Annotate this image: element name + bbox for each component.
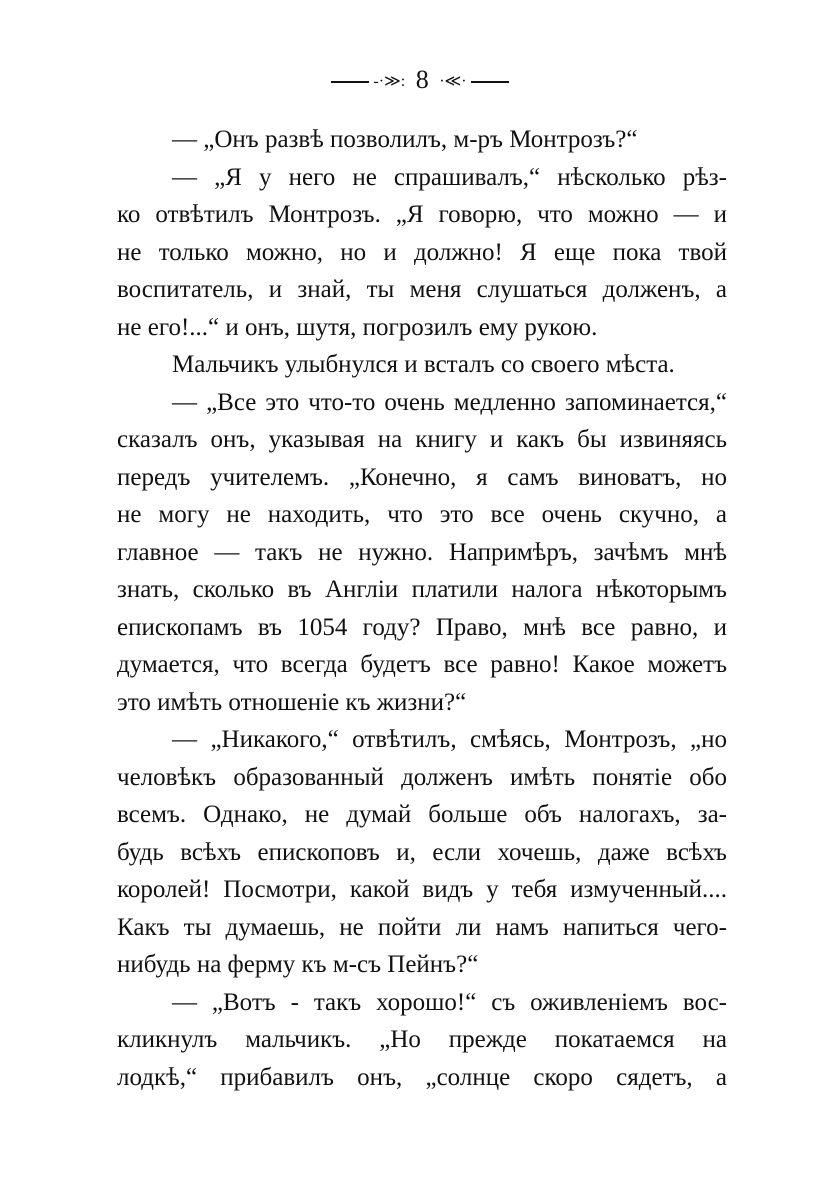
text-line: епископамъ въ 1054 году? Право, мнѣ все равно, и	[117, 613, 727, 641]
text-line: воспитатель, и знай, ты меня слушаться долженъ, а	[117, 276, 727, 303]
text-line: всемъ. Однако, не думай больше объ налогахъ, за-	[117, 801, 727, 828]
text-line: ко отвѣтилъ Монтрозъ. „Я говорю, что можно — и	[117, 201, 727, 228]
text-line: думается, что всегда будетъ все равно! Какое можетъ	[117, 651, 727, 678]
right-ornament: ·≪·	[439, 73, 467, 91]
text-line: — „Никакого,“ отвѣтилъ, смѣясь, Монтрозъ, „но	[172, 726, 727, 753]
text-line: Мальчикъ улыбнулся и всталъ со своего мѣста.	[172, 351, 675, 378]
page-body	[117, 121, 727, 1096]
text-line: будь всѣхъ епископовъ и, если хочешь, даже всѣхъ	[117, 838, 727, 866]
text-line: не только можно, но и должно! Я еще пока твой	[117, 238, 727, 266]
text-line: это имѣть отношеніе къ жизни?“	[117, 688, 467, 716]
text-line: нибудь на ферму къ м-съ Пейнъ?“	[117, 951, 479, 978]
text-line: передъ учителемъ. „Конечно, я самъ виноватъ, но	[117, 463, 727, 491]
text-line: знать, сколько въ Англіи платили налога нѣкоторымъ	[117, 576, 727, 603]
text-line: кликнулъ мальчикъ. „Но прежде покатаемся на	[117, 1026, 727, 1053]
text-line: — „Я у него не спрашивалъ,“ нѣсколько рѣз-	[172, 163, 727, 191]
left-ornament: -·≫:	[373, 73, 406, 91]
text-line: человѣкъ образованный долженъ имѣть понятіе обо	[117, 763, 727, 791]
text-line: Какъ ты думаешь, не пойти ли намъ напиться чего-	[117, 913, 727, 941]
page-header	[0, 64, 840, 98]
text-line: лодкѣ,“ прибавилъ онъ, „солнце скоро сядетъ, а	[117, 1063, 727, 1091]
text-line: не его!...“ и онъ, шутя, погрозилъ ему рукою.	[117, 313, 598, 341]
page-number: 8	[415, 65, 429, 94]
text-line: сказалъ онъ, указывая на книгу и какъ бы извиняясь	[117, 426, 727, 453]
text-line: не могу не находить, что это все очень скучно, а	[117, 501, 727, 528]
text-line: королей! Посмотри, какой видъ у тебя измученный....	[117, 876, 727, 903]
left-rule	[331, 81, 369, 83]
text-line: — „Онъ развѣ позволилъ, м-ръ Монтрозъ?“	[172, 126, 638, 153]
right-rule	[471, 81, 509, 83]
text-line: — „Вотъ - такъ хорошо!“ съ оживленіемъ вос-	[172, 988, 727, 1016]
text-line: главное — такъ не нужно. Напримѣръ, зачѣмъ мнѣ	[117, 538, 727, 566]
text-line: — „Все это что-то очень медленно запоминается,“	[172, 388, 727, 416]
